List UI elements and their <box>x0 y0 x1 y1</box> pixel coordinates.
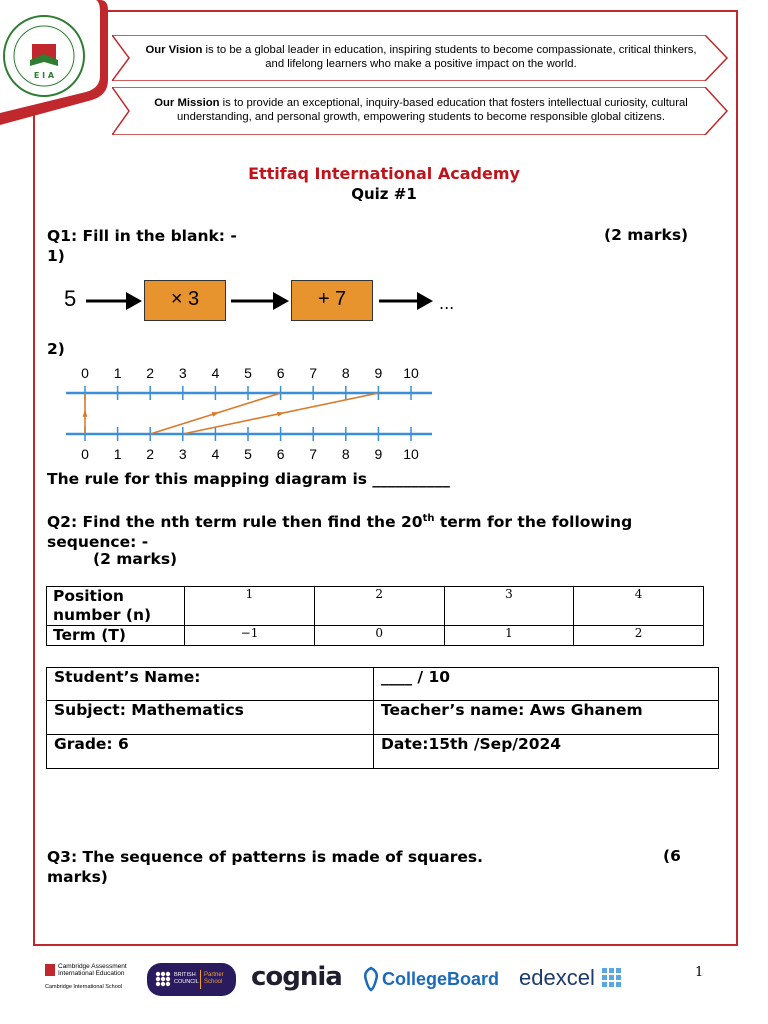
arrowhead-icon <box>212 412 220 417</box>
tick-label: 4 <box>211 446 220 462</box>
acorn-icon <box>362 966 380 992</box>
machine-input: 5 <box>64 286 77 311</box>
tick-label: 8 <box>341 446 350 462</box>
tick-label: 0 <box>81 365 89 381</box>
tick-label: 7 <box>309 446 318 462</box>
q2-prompt-b: term for the following sequence: - <box>47 513 633 552</box>
arrow-right-icon <box>377 289 437 313</box>
table-cell: −1 <box>185 626 315 646</box>
teacher-cell: Teacher’s name: Aws Ghanem <box>374 701 719 735</box>
cambridge-line3: Cambridge International School <box>45 984 123 990</box>
machine-output: ... <box>439 294 455 313</box>
tick-label: 5 <box>244 446 252 462</box>
q2-prompt <box>47 509 687 552</box>
footer-logos <box>0 960 768 1000</box>
tick-label: 9 <box>374 446 383 462</box>
q2-prompt-sup: th <box>422 513 435 524</box>
mission-text: is to provide an exceptional, inquiry-based education that fosters intellectual curiosity, cultural understanding, and personal growth, empowering students to become responsible global citizens. <box>177 97 688 123</box>
table-cell: 3 <box>444 587 574 626</box>
student-name-field[interactable]: Student’s Name: <box>47 668 374 701</box>
cognia-logo: cognia <box>251 962 342 992</box>
bc-line1: BRITISH <box>174 972 196 978</box>
table-row <box>47 587 704 626</box>
tick-label: 3 <box>178 446 187 462</box>
add-box: + 7 <box>291 280 373 321</box>
tick-label: 6 <box>276 365 285 381</box>
score-field: ____ / 10 <box>374 668 719 701</box>
tick-label: 1 <box>113 446 122 462</box>
arrowhead-icon <box>83 410 88 417</box>
school-logo <box>0 0 108 108</box>
vision-text: is to be a global leader in education, inspiring students to become compassionate, critical thinkers, and lifelong learners who make a positive impact on the world. <box>202 44 697 70</box>
q1-prompt: Q1: Fill in the blank: - <box>47 227 237 245</box>
table-cell: 4 <box>574 587 704 626</box>
school-title: Ettifaq International Academy <box>248 164 520 183</box>
cambridge-shield-icon <box>45 964 55 976</box>
tick-label: 7 <box>309 365 318 381</box>
tick-label: 8 <box>341 365 350 381</box>
mission-banner <box>112 87 730 135</box>
q2-marks: (2 marks) <box>93 550 178 568</box>
sequence-table <box>46 586 704 646</box>
tick-label: 2 <box>146 446 155 462</box>
arrow-right-icon <box>229 289 291 313</box>
svg-text:E I A: E I A <box>33 71 55 80</box>
q1-part1-label: 1) <box>47 247 65 265</box>
q3-marks: (6 <box>663 847 681 865</box>
table-row <box>47 668 719 701</box>
arrow-right-icon <box>84 289 144 313</box>
partner-line1: Partner <box>204 972 224 978</box>
table-cell: 1 <box>444 626 574 646</box>
tick-label: 5 <box>244 365 252 381</box>
table-cell: 2 <box>314 587 444 626</box>
vision-banner <box>112 35 730 81</box>
bc-line2: COUNCIL <box>174 979 199 985</box>
tick-label: 10 <box>403 365 419 381</box>
q2-prompt-a: Q2: Find the nth term rule then find the 20 <box>47 513 423 532</box>
tick-label: 1 <box>113 365 122 381</box>
tick-label: 9 <box>374 365 383 381</box>
table-row <box>47 626 704 646</box>
cambridge-line2: International Education <box>58 970 125 977</box>
grid-icon <box>602 968 624 990</box>
q1-marks: (2 marks) <box>604 226 689 244</box>
collegeboard-text: CollegeBoard <box>382 969 500 989</box>
cambridge-line1: Cambridge Assessment <box>58 963 127 970</box>
mission-label: Our Mission <box>154 97 220 109</box>
position-header: Position number (n) <box>47 587 185 626</box>
tick-label: 10 <box>403 446 419 462</box>
partner-line2: School <box>204 979 223 985</box>
tick-label: 2 <box>146 365 155 381</box>
date-cell: Date:15th /Sep/2024 <box>374 735 719 769</box>
vision-label: Our Vision <box>145 44 203 56</box>
tick-label: 0 <box>81 446 89 462</box>
q1-part2-label: 2) <box>47 340 65 358</box>
subject-cell: Subject: Mathematics <box>47 701 374 735</box>
british-council-logo <box>147 963 236 996</box>
quiz-title: Quiz #1 <box>351 185 417 203</box>
q3-prompt: Q3: The sequence of patterns is made of squares. <box>47 848 483 866</box>
table-row <box>47 735 719 769</box>
grade-cell: Grade: 6 <box>47 735 374 769</box>
term-header: Term (T) <box>47 626 185 646</box>
tick-label: 3 <box>178 365 187 381</box>
table-row <box>47 701 719 735</box>
q1-rule-prompt: The rule for this mapping diagram is __________ <box>47 470 450 488</box>
tick-label: 6 <box>276 446 285 462</box>
table-cell: 0 <box>314 626 444 646</box>
tick-label: 4 <box>211 365 220 381</box>
dots-icon <box>155 971 171 987</box>
q3-marks-cont: marks) <box>47 868 108 886</box>
table-cell: 1 <box>185 587 315 626</box>
table-cell: 2 <box>574 626 704 646</box>
edexcel-text: edexcel <box>519 965 595 990</box>
mapping-diagram <box>60 360 440 465</box>
page-number: 1 <box>695 965 704 980</box>
student-info-table <box>46 667 719 769</box>
multiply-box: × 3 <box>144 280 226 321</box>
